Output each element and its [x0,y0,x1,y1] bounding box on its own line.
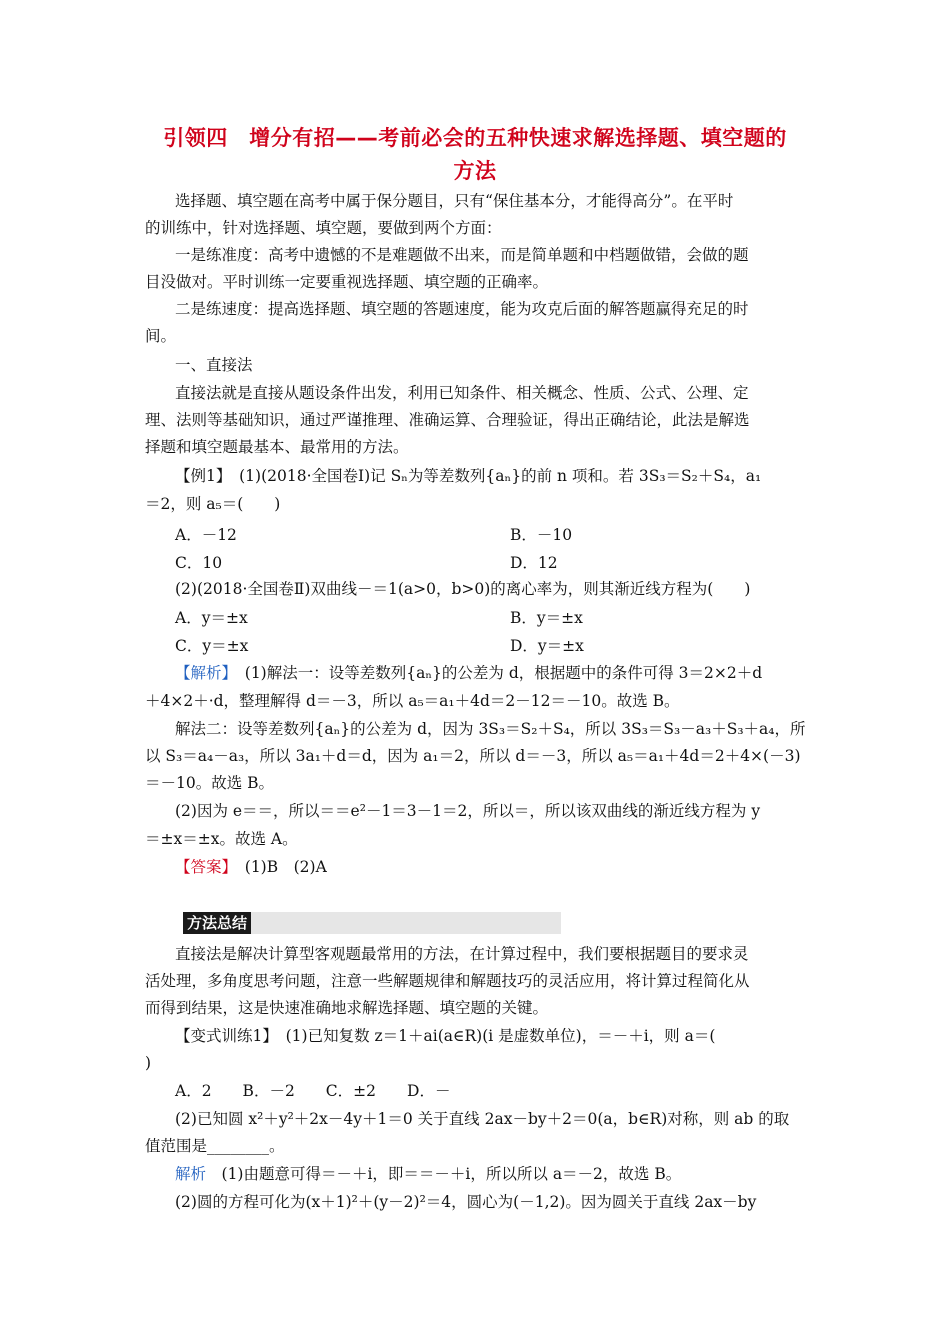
option-b: B．y＝±x [510,609,583,627]
example-question-text: (1)(2018·全国卷Ⅰ)记 Sₙ为等差数列{aₙ}的前 n 项和。若 3S₃＝S₂＋S₄，a₁ [223,467,762,485]
option-c: C．10 [175,554,223,572]
solution-label: 【解析】 [175,664,230,682]
variant-question-text: (1)已知复数 z＝1＋ai(a∈R)(i 是虚数单位)，＝－＋i，则 a＝( [270,1027,716,1045]
solution2-line: (2)圆的方程可化为(x＋1)²＋(y－2)²＝4，圆心为(－1,2)。因为圆关于直线 2ax－by [175,1193,757,1211]
option-d: D．12 [510,554,558,572]
method-summary-label: 方法总结 [183,912,251,934]
example-label: 【例1】 [175,467,224,485]
method-summary-banner [183,912,561,934]
section-paragraph: 直接法就是直接从题设条件出发，利用已知条件、相关概念、性质、公式、公理、定 [175,384,749,402]
solution-line: (2)因为 e＝＝，所以＝＝e²－1＝3－1＝2，所以＝，所以该双曲线的渐近线方程为 y [175,802,761,820]
page-title-line2: 方法 [453,159,497,183]
solution-line: 以 S₃＝a₄－a₃，所以 3a₁＋d＝d，因为 a₁＝2，所以 d＝－3，所以 a₅＝a₁＋4d＝2＋4×(－3) [145,747,801,765]
intro-line: 二是练速度：提高选择题、填空题的答题速度，能为攻克后面的解答题赢得充足的时 [175,300,749,318]
summary-line: 而得到结果，这是快速准确地求解选择题、填空题的关键。 [145,999,549,1017]
intro-line: 一是练准度：高考中遗憾的不是难题做不出来，而是简单题和中档题做错，会做的题 [175,246,749,264]
option-a: A．y＝±x [175,609,248,627]
solution-line: ＝±x＝±x。故选 A。 [145,830,298,848]
summary-line: 活处理，多角度思考问题，注意一些解题规律和解题技巧的灵活应用，将计算过程简化从 [145,972,750,990]
answer-text: (1)B (2)A [229,858,327,876]
solution-line: ＝－10。故选 B。 [145,774,275,792]
example-question-cont: ＝2，则 a₅＝( ) [145,495,281,513]
solution2-text: (1)由题意可得＝－＋i，即＝＝－＋i，所以所以 a＝－2，故选 B。 [206,1165,682,1183]
summary-line: 直接法是解决计算型客观题最常用的方法，在计算过程中，我们要根据题目的要求灵 [175,945,749,963]
variant-question-cont: ) [145,1054,152,1072]
intro-line: 选择题、填空题在高考中属于保分题目，只有“保住基本分，才能得高分”。在平时 [175,192,734,210]
variant-question [175,1025,807,1047]
answer-label: 【答案】 [175,858,230,876]
page-title-line1: 引领四 增分有招——考前必会的五种快速求解选择题、填空题的 [163,126,787,150]
section-heading: 一、直接法 [175,356,253,374]
option-d: D．y＝±x [510,637,584,655]
answer-line [175,856,807,878]
variant-options: A．2 B．－2 C．±2 D．－ [175,1082,451,1100]
example-question-2: (2)(2018·全国卷Ⅱ)双曲线－＝1(a>0，b>0)的离心率为，则其渐近线方程为( ) [175,580,751,598]
solution2-line [175,1163,807,1185]
solution-text: (1)解法一：设等差数列{aₙ}的公差为 d，根据题中的条件可得 3＝2×2＋d [229,664,763,682]
variant-label: 【变式训练1】 [175,1027,271,1045]
intro-line: 间。 [145,327,177,345]
option-a: A．－12 [175,526,237,544]
section-paragraph: 理、法则等基础知识，通过严谨推理、准确运算、合理验证，得出正确结论，此法是解选 [145,411,750,429]
intro-line: 目没做对。平时训练一定要重视选择题、填空题的正确率。 [145,273,549,291]
variant-question-2-cont: 值范围是________。 [145,1137,285,1155]
section-paragraph: 择题和填空题最基本、最常用的方法。 [145,438,409,456]
example-question [175,465,807,487]
option-b: B．－10 [510,526,573,544]
solution-line: ＋4×2＋·d，整理解得 d＝－3，所以 a₅＝a₁＋4d＝2－12＝－10。故选 B。 [145,692,680,710]
solution2-label: 解析 [175,1165,207,1183]
intro-line: 的训练中，针对选择题、填空题，要做到两个方面： [145,219,502,237]
option-c: C．y＝±x [175,637,249,655]
solution-line [175,662,807,684]
variant-question-2: (2)已知圆 x²＋y²＋2x－4y＋1＝0 关于直线 2ax－by＋2＝0(a，b∈R)对称，则 ab 的取 [175,1110,790,1128]
solution-line: 解法二：设等差数列{aₙ}的公差为 d，因为 3S₃＝S₂＋S₄，所以 3S₃＝S₃－a₃＋S₃＋a₄，所 [175,720,806,738]
